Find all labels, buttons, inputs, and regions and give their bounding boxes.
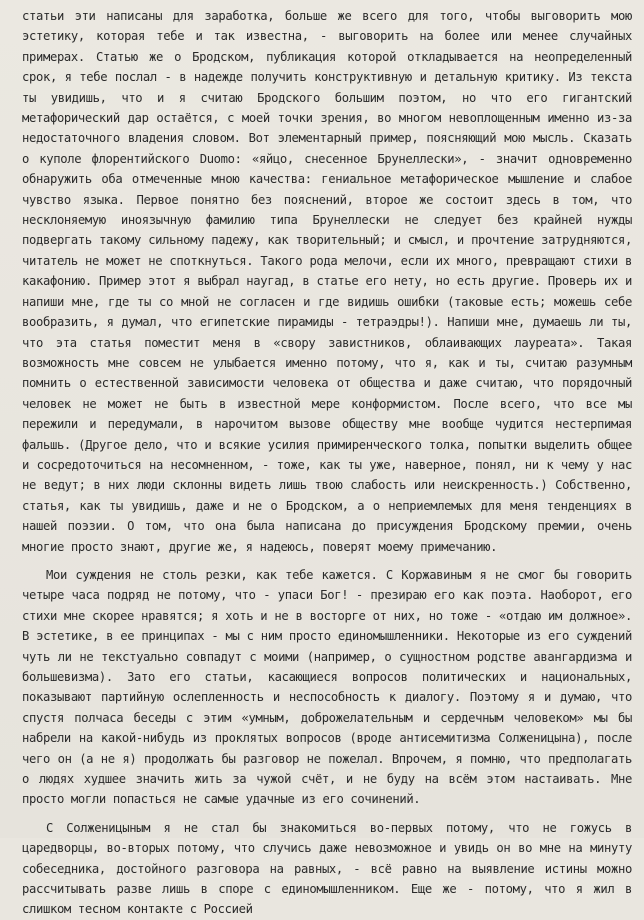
paragraph: Мои суждения не столь резки, как тебе кажется. С Коржавиным я не смог бы говорить четыре часа подряд не потому, что - упаси Бог! - презираю его как поэта. Наоборот, его стихи мне скорее нравятся; я хоть и не в восторге от них, но тоже - «отдаю им должное». В эстетике, в ее принципах - мы с ним просто единомышленники. Некоторые из его суждений чуть ли не текстуально совпадут с моими (например, о сущностном родстве авангардизма и большевизма). Зато его статьи, касающиеся вопросов политических и национальных, показывают партийную ослепленность и неспособность к диалогу. Поэтому я и думаю, что спустя полчаса беседы с этим «умным, доброжелательным и сердечным человеком» мы бы набрели на какой-нибудь из проклятых вопросов (вроде антисемитизма Солженицына), после чего он (а не я) продолжать бы разговор не пожелал. Впрочем, я помню, что предполагать о людях худшее значить жить за чужой счёт, и не буду на всём этом настаивать. Мне просто могли попасться не самые удачные из его сочинений. — [22, 567, 632, 807]
paragraph: статьи эти написаны для заработка, больше же всего для того, чтобы выговорить мою эстетику, которая тебе и так известна, - выговорить на более или менее случайных примерах. Статью же о Бродском, публикация которой откладывается на неопределенный срок, я тебе послал - в надежде получить конструктивную и детальную критику. Из текста ты увидишь, что и я считаю Бродского большим поэтом, но что его гигантский метафорический дар остаётся, с моей точки зрения, во многом невоплощенным именно из-за недостаточного владения словом. Вот элементарный пример, поясняющий мою мысль. Сказать о куполе флорентийского Duomo: «яйцо, снесенное Брунеллески», - значит одновременно обнаружить оба отмеченные мною качества: гениальное метафорическое мышление и слабое чувство языка. Первое понятно без пояснений, второе же состоит здесь в том, что несклоняемую иноязычную фамилию типа Брунеллески не следует без крайней нужды подвергать такому сильному падежу, как творительный; и смысл, и прочтение затрудняются, читатель не может не споткнуться. Такого рода мелочи, если их много, превращают стихи в какафонию. Пример этот я выбрал наугад, в статье его нету, но есть другие. Проверь их и напиши мне, где ты со мной не согласен и где видишь ошибки (таковые есть; можешь себе вообразить, я думал, что египетские пирамиды - тетраэдры!). Напиши мне, думаешь ли ты, что эта статья поместит меня в «свору завистников, облаивающих лауреата». Такая возможность мне совсем не улыбается именно потому, что я, как и ты, считаю разумным помнить о естественной зависимости человека от общества и даже считаю, что порядочный человек не может не быть в известной мере конформистом. После всего, что все мы пережили и передумали, в нарочитом вызове обществу мне вообще чудится нестерпимая фальшь. (Другое дело, что и всякие усилия примиренческого толка, попытки выделить общее и сосредоточиться на несомненном, - тоже, как ты уже, наверное, понял, ни к чему у нас не ведут; в них люди склонны видеть лишь твою слабость или неискренность.) Собственно, статья, как ты увидишь, даже и не о Бродском, а о неприемлемых для меня тенденциях в нашей поэзии. О том, что она была написана до присуждения Бродскому премии, очень многие просто знают, другие же, я надеюсь, поверят моему примечанию. — [22, 9, 632, 554]
paragraph: С Солженицыным я не стал бы знакомиться во-первых потому, что не гожусь в царедворцы, во-вторых потому, что случись даже невозможное и увидь он во мне на минуту собеседника, достойного разговора на равных, - всё равно на выявление истины можно рассчитывать разве лишь в споре с единомышленником. Еще же - потому, что я жил в слишком тесном контакте с Россией — [22, 820, 632, 917]
